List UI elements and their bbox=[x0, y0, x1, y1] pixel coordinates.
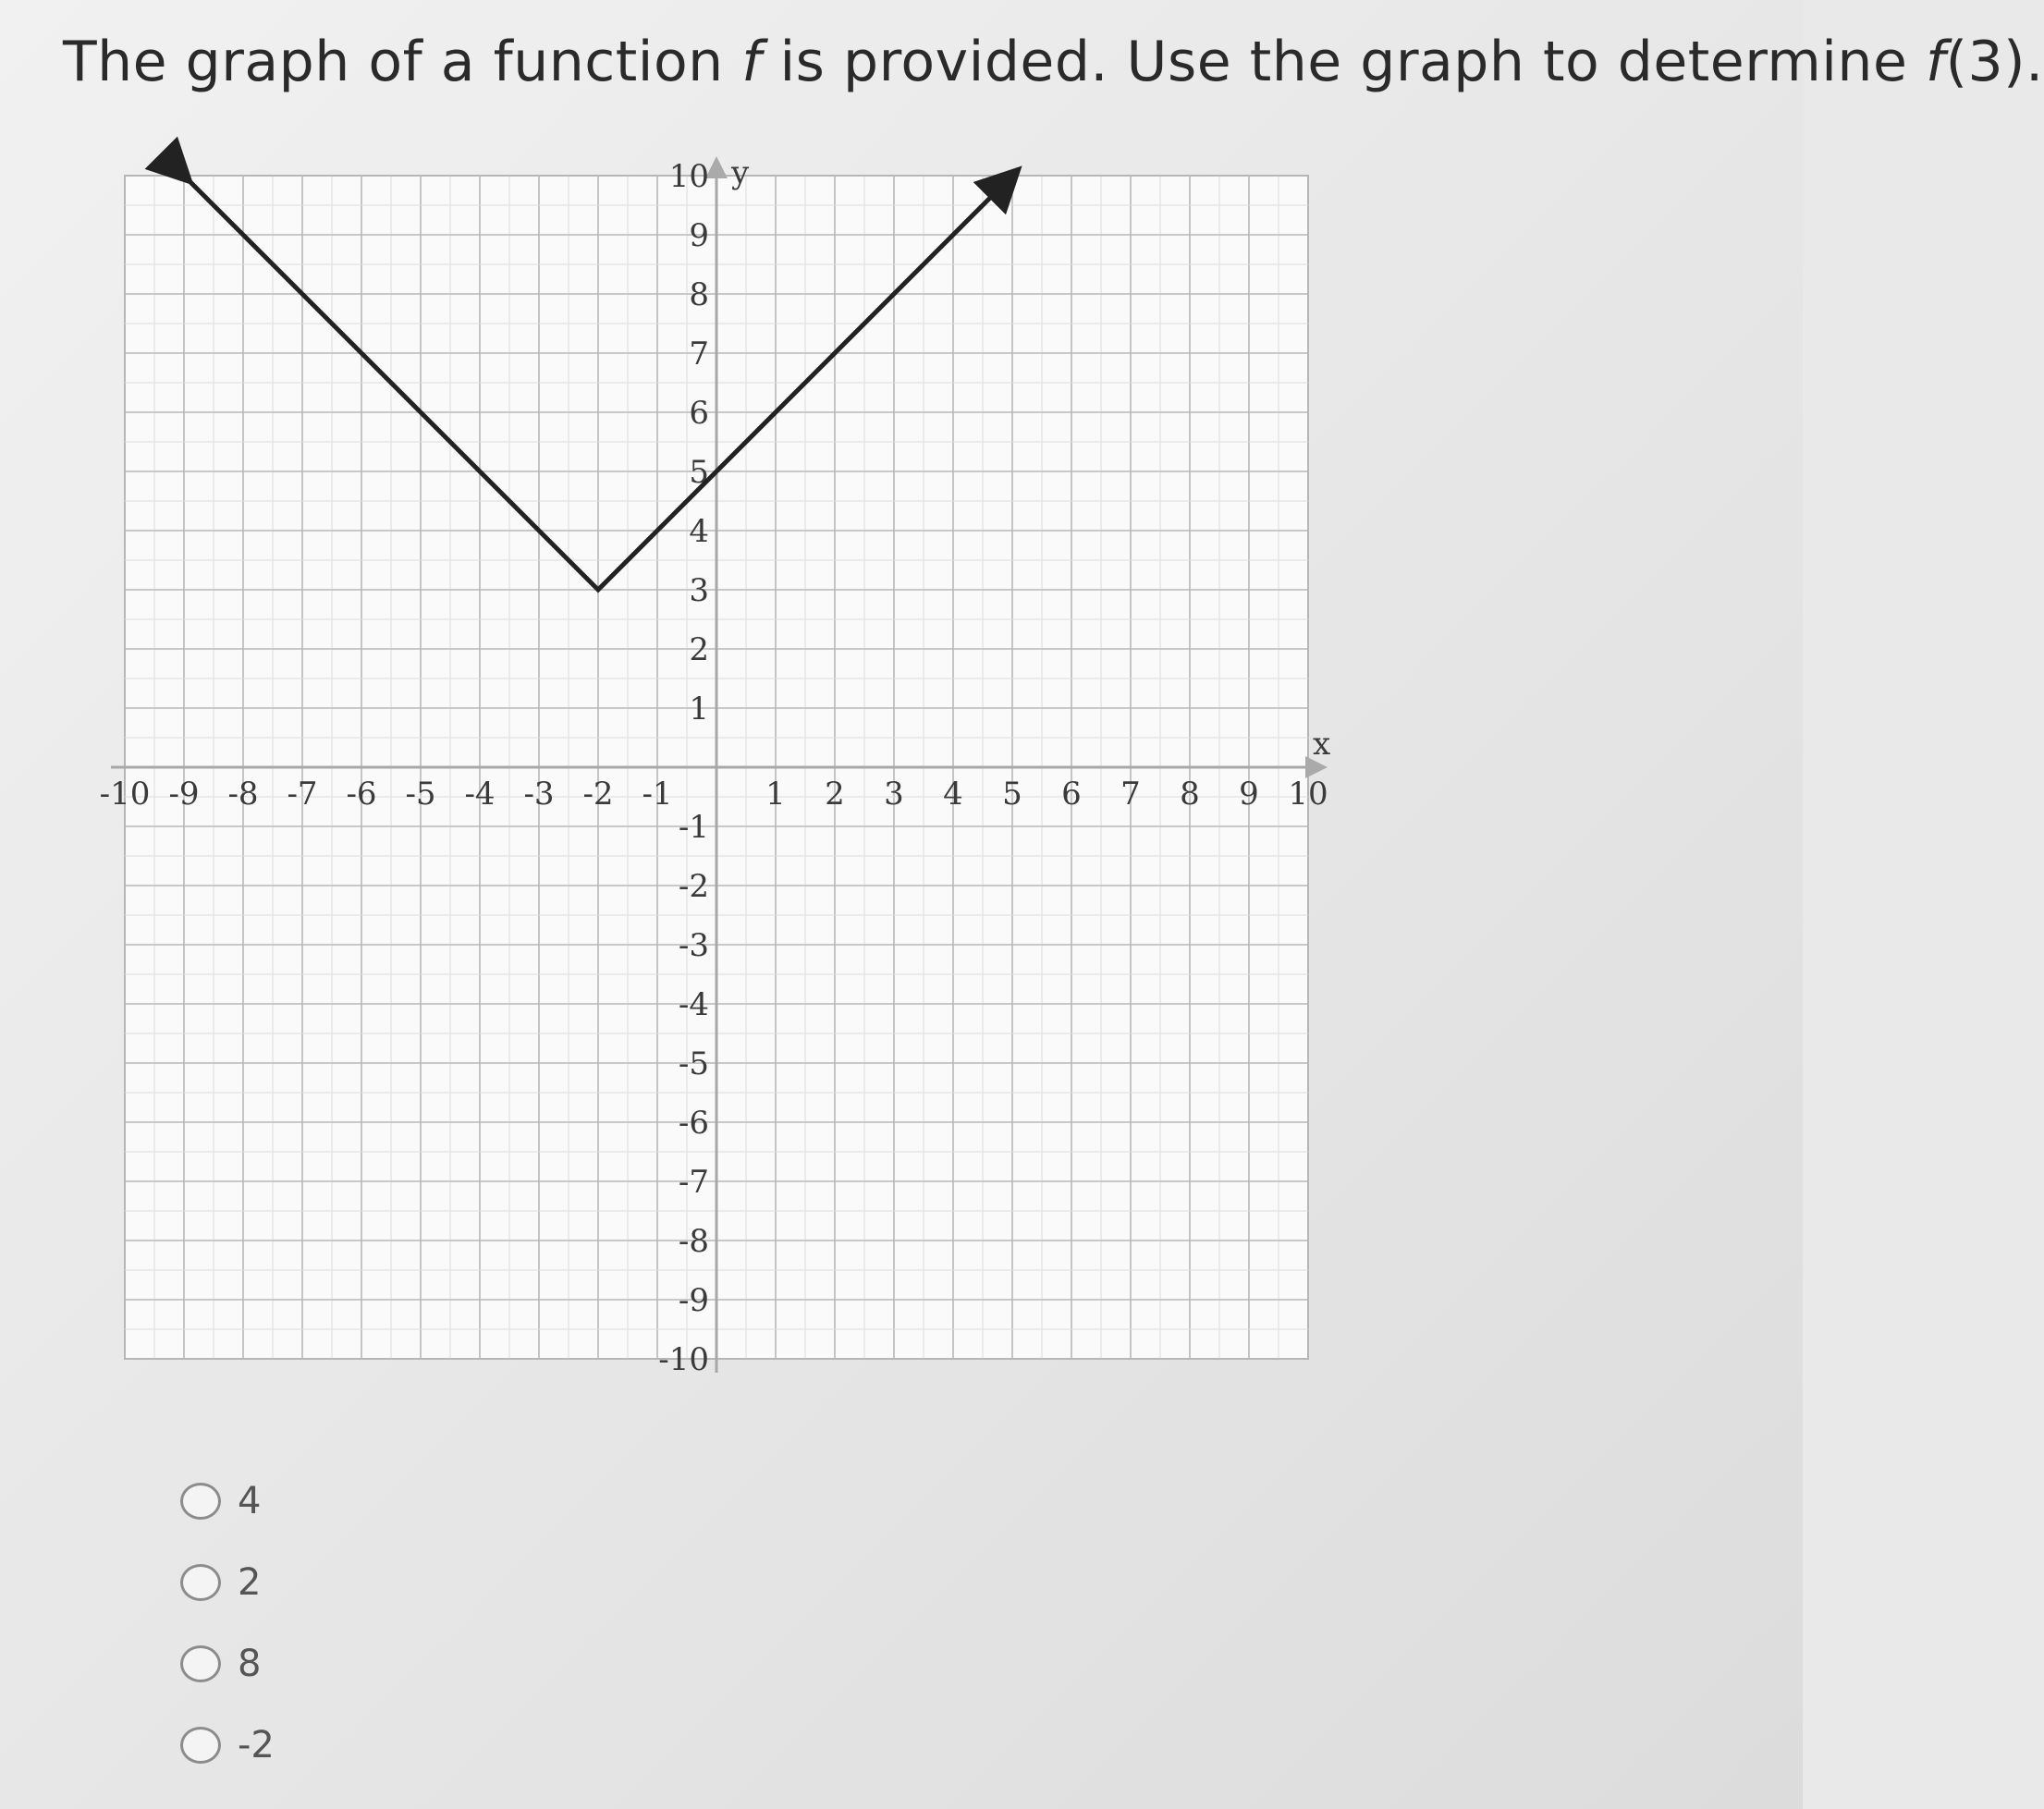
y-tick-label: -9 bbox=[678, 1282, 709, 1319]
x-tick-label: -8 bbox=[227, 776, 259, 813]
x-tick-label: -7 bbox=[287, 776, 318, 813]
x-tick-label: -5 bbox=[405, 776, 436, 813]
x-tick-label: 4 bbox=[943, 776, 963, 813]
y-tick-label: 1 bbox=[689, 691, 709, 727]
x-tick-label: -1 bbox=[642, 776, 673, 813]
x-tick-label: 9 bbox=[1239, 776, 1259, 813]
y-tick-label: -2 bbox=[678, 868, 709, 905]
y-tick-label: -1 bbox=[678, 809, 709, 846]
y-tick-label: -8 bbox=[678, 1223, 709, 1260]
y-tick-label: -6 bbox=[678, 1105, 709, 1142]
y-tick-label: -10 bbox=[658, 1341, 709, 1378]
x-tick-label: 6 bbox=[1061, 776, 1082, 813]
y-tick-label: 9 bbox=[689, 217, 709, 254]
x-tick-label: 1 bbox=[765, 776, 786, 813]
radio-button[interactable] bbox=[180, 1727, 221, 1764]
y-tick-label: 6 bbox=[689, 395, 709, 432]
y-tick-label: 2 bbox=[689, 631, 709, 668]
y-tick-label: 10 bbox=[668, 158, 709, 195]
question-prefix: The graph of a function bbox=[63, 30, 742, 94]
y-tick-label: 7 bbox=[689, 336, 709, 373]
x-tick-label: -4 bbox=[464, 776, 496, 813]
y-axis-label: y bbox=[731, 154, 750, 191]
x-tick-label: 5 bbox=[1002, 776, 1022, 813]
function-call-args: (3). bbox=[1945, 30, 2044, 94]
answer-choices bbox=[180, 1479, 275, 1804]
answer-choice[interactable] bbox=[180, 1560, 275, 1605]
x-tick-label: -2 bbox=[582, 776, 614, 813]
x-tick-label: 3 bbox=[884, 776, 904, 813]
x-tick-label: 2 bbox=[825, 776, 845, 813]
question-middle: is provided. Use the graph to determine bbox=[761, 30, 1926, 94]
choice-label: 4 bbox=[238, 1480, 262, 1522]
x-tick-label: -10 bbox=[99, 776, 151, 813]
choice-label: 2 bbox=[238, 1561, 262, 1604]
function-symbol: f bbox=[741, 30, 762, 94]
radio-button[interactable] bbox=[180, 1483, 221, 1520]
radio-button[interactable] bbox=[180, 1564, 221, 1601]
function-call-name: f bbox=[1925, 30, 1946, 94]
answer-choice[interactable] bbox=[180, 1479, 275, 1523]
y-tick-label: -7 bbox=[678, 1164, 709, 1201]
y-tick-label: -3 bbox=[678, 927, 709, 964]
x-tick-label: -3 bbox=[523, 776, 555, 813]
y-tick-label: 4 bbox=[689, 513, 709, 550]
y-tick-label: -4 bbox=[678, 986, 709, 1023]
choice-label: -2 bbox=[238, 1724, 275, 1766]
x-tick-label: -9 bbox=[168, 776, 200, 813]
radio-button[interactable] bbox=[180, 1645, 221, 1682]
x-tick-label: -6 bbox=[346, 776, 377, 813]
question-text bbox=[63, 20, 2044, 104]
choice-label: 8 bbox=[238, 1643, 262, 1685]
answer-choice[interactable] bbox=[180, 1723, 275, 1767]
function-graph bbox=[99, 154, 1424, 1451]
x-tick-label: 8 bbox=[1180, 776, 1200, 813]
y-tick-label: -5 bbox=[678, 1045, 709, 1082]
x-axis-label: x bbox=[1313, 726, 1331, 763]
x-tick-label: 10 bbox=[1288, 776, 1328, 813]
y-tick-label: 8 bbox=[689, 276, 709, 313]
x-tick-label: 7 bbox=[1120, 776, 1141, 813]
y-tick-label: 3 bbox=[689, 572, 709, 609]
y-tick-label: 5 bbox=[689, 454, 709, 491]
answer-choice[interactable] bbox=[180, 1642, 275, 1686]
